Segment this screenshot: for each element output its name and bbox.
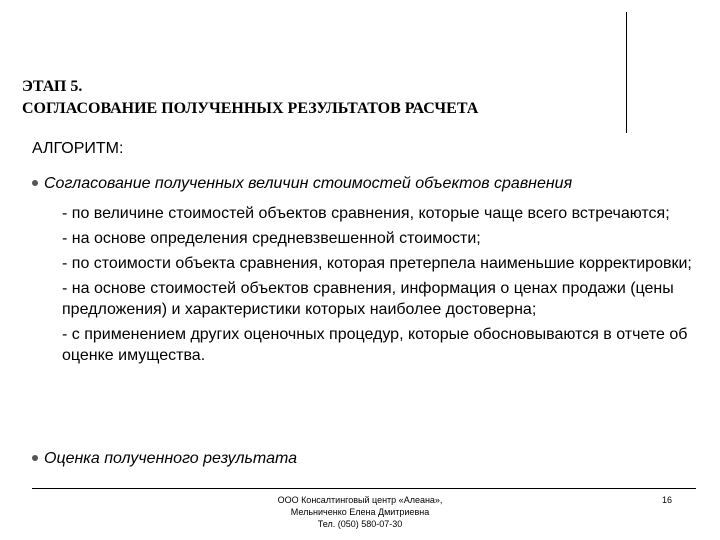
bullet-icon bbox=[32, 180, 38, 186]
bullet-item-evaluation bbox=[32, 449, 297, 469]
sub-item: - на основе определения средневзвешенной стоимости; bbox=[62, 230, 481, 247]
page-number: 16 bbox=[662, 495, 673, 505]
footer-info bbox=[210, 494, 510, 530]
bullet-item-label: Оценка полученного результата bbox=[44, 450, 298, 467]
footer-author: Мельниченко Елена Дмитриевна bbox=[290, 507, 430, 517]
footer-company: ООО Консалтинговый центр «Алеана», bbox=[277, 495, 443, 505]
footer-phone: Тел. (050) 580-07-30 bbox=[317, 519, 403, 529]
title-heading: СОГЛАСОВАНИЕ ПОЛУЧЕННЫХ РЕЗУЛЬТАТОВ РАСЧЕТА bbox=[22, 100, 479, 117]
bullet-item-label: Согласование полученных величин стоимостей объектов сравнения bbox=[44, 175, 573, 192]
footer-divider bbox=[32, 488, 696, 489]
title-stage: ЭТАП 5. bbox=[22, 78, 83, 95]
page-title bbox=[22, 76, 622, 120]
algorithm-label: АЛГОРИТМ: bbox=[32, 140, 124, 157]
title-divider-line bbox=[626, 12, 627, 133]
sub-item-list bbox=[62, 203, 702, 370]
bullet-item-agreement bbox=[32, 174, 572, 194]
sub-item: - на основе стоимостей объектов сравнения, информация о ценах продажи (цены предложения) и характеристики которых наиболее достоверна; bbox=[62, 280, 674, 318]
sub-item: - по стоимости объекта сравнения, которая претерпела наименьшие корректировки; bbox=[62, 255, 692, 272]
sub-item: - с применением других оценочных процедур, которые обосновываются в отчете об оценке имущества. bbox=[62, 326, 688, 364]
bullet-icon bbox=[32, 455, 38, 461]
sub-item: - по величине стоимостей объектов сравнения, которые чаще всего встречаются; bbox=[62, 205, 670, 222]
